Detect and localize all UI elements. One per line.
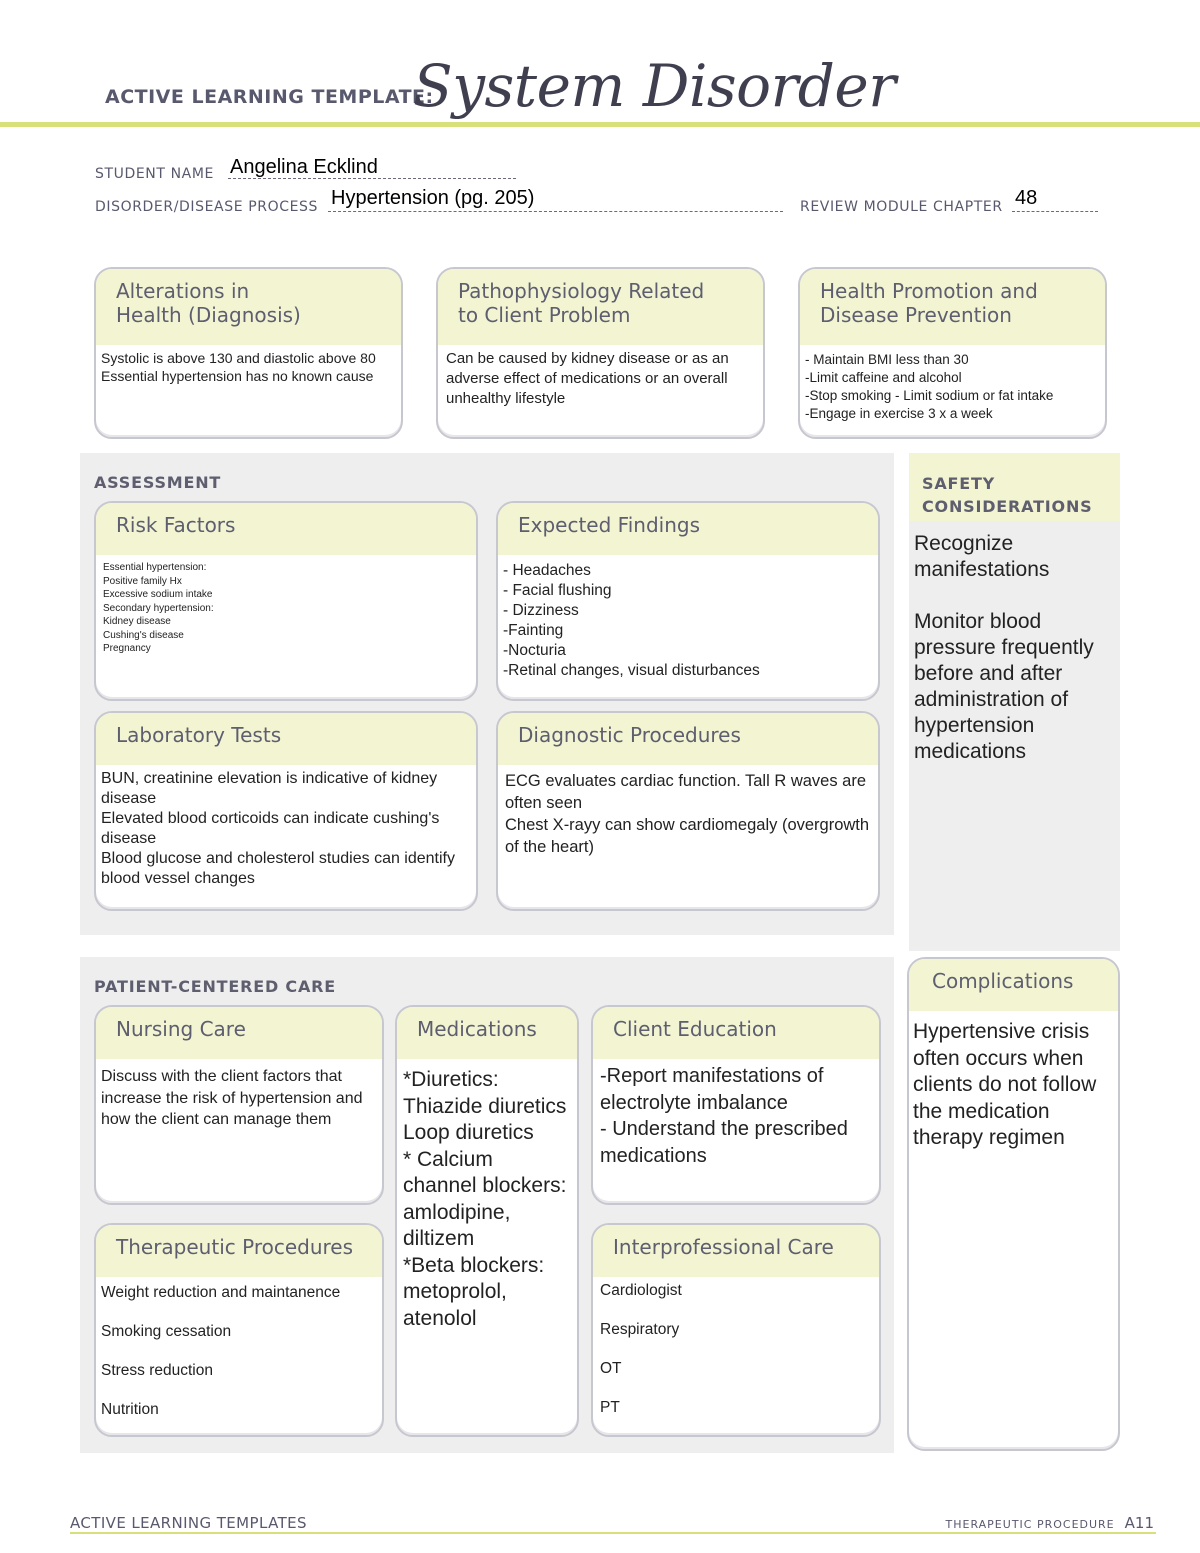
safety-body[interactable]: Recognize manifestations Monitor blood pressure frequently before and after administration of hypertension medications [914,532,1094,763]
laboratory-tests-title: Laboratory Tests [96,713,476,765]
footer-left-label: ACTIVE LEARNING TEMPLATES [70,1514,307,1532]
health-promotion-body[interactable]: - Maintain BMI less than 30 -Limit caffeine and alcohol -Stop smoking - Limit sodium or fat intake -Engage in exercise 3 x a week [805,352,1054,421]
health-promotion-title: Health Promotion and Disease Prevention [800,269,1105,345]
diagnostic-procedures-body[interactable]: ECG evaluates cardiac function. Tall R waves are often seen Chest X-rayy can show cardiomegaly (overgrowth of the heart) [505,772,870,856]
nursing-care-body[interactable]: Discuss with the client factors that increase the risk of hypertension and how the client can manage them [101,1068,363,1128]
disorder-field[interactable]: Hypertension (pg. 205) [331,187,535,209]
interprofessional-care-box [591,1223,881,1437]
laboratory-tests-body[interactable]: BUN, creatinine elevation is indicative of kidney disease Elevated blood corticoids can indicate cushing's disease Blood glucose and cholesterol studies can identify blood vessel changes [101,770,455,887]
medications-body[interactable]: *Diuretics: Thiazide diuretics Loop diuretics * Calcium channel blockers: amlodipine, diltizem *Beta blockers: metoprolol, atenolol [403,1068,567,1330]
student-name-label: STUDENT NAME [95,166,214,182]
risk-factors-box [94,501,478,701]
chapter-field[interactable]: 48 [1015,187,1038,209]
nursing-care-title: Nursing Care [96,1007,382,1059]
student-name-underline [228,178,516,179]
medications-box [395,1005,579,1437]
assessment-panel [80,453,894,935]
therapeutic-procedures-title: Therapeutic Procedures [96,1225,382,1277]
interprofessional-care-title: Interprofessional Care [593,1225,879,1277]
student-name-field[interactable]: Angelina Ecklind [230,156,378,178]
footer-right-label: THERAPEUTIC PROCEDURE [945,1518,1115,1531]
expected-findings-box [496,501,880,701]
therapeutic-procedures-body[interactable]: Weight reduction and maintanence Smoking cessation Stress reduction Nutrition [101,1284,341,1418]
template-label: ACTIVE LEARNING TEMPLATE: [105,86,434,108]
diagnostic-procedures-title: Diagnostic Procedures [498,713,878,765]
chapter-label: REVIEW MODULE CHAPTER [800,199,1003,215]
patient-centered-care-section-label: PATIENT-CENTERED CARE [94,977,336,996]
therapeutic-procedures-box [94,1223,384,1437]
client-education-box [591,1005,881,1205]
client-education-body[interactable]: -Report manifestations of electrolyte imbalance - Understand the prescribed medications [600,1065,848,1167]
header-divider [0,122,1200,127]
alterations-body[interactable]: Systolic is above 130 and diastolic above 80 Essential hypertension has no known cause [101,350,376,384]
alterations-title: Alterations in Health (Diagnosis) [96,269,401,345]
patient-centered-care-panel [80,957,894,1453]
interprofessional-care-body[interactable]: Cardiologist Respiratory OT PT [600,1282,682,1416]
health-promotion-box [798,267,1107,439]
complications-body[interactable]: Hypertensive crisis often occurs when clients do not follow the medication therapy regimen [913,1020,1097,1149]
risk-factors-body[interactable]: Essential hypertension: Positive family Hx Excessive sodium intake Secondary hypertension: Kidney disease Cushing's disease Pregnancy [103,562,214,654]
laboratory-tests-box [94,711,478,911]
footer-right [946,1514,1154,1532]
medications-title: Medications [397,1007,577,1059]
pathophysiology-title: Pathophysiology Related to Client Problem [438,269,763,345]
footer-page-number: A11 [1124,1514,1154,1532]
diagnostic-procedures-box [496,711,880,911]
disorder-label: DISORDER/DISEASE PROCESS [95,199,318,215]
pathophysiology-body[interactable]: Can be caused by kidney disease or as an adverse effect of medications or an overall unhealthy lifestyle [446,350,729,407]
expected-findings-body[interactable]: - Headaches - Facial flushing - Dizziness -Fainting -Nocturia -Retinal changes, visual disturbances [503,562,760,679]
complications-title: Complications [909,959,1118,1011]
client-education-title: Client Education [593,1007,879,1059]
safety-panel [909,453,1120,951]
disorder-underline [328,211,783,212]
chapter-underline [1012,211,1098,212]
footer-divider [70,1532,1156,1534]
alterations-box [94,267,403,439]
expected-findings-title: Expected Findings [498,503,878,555]
risk-factors-title: Risk Factors [96,503,476,555]
page-title: System Disorder [413,52,896,120]
complications-box [907,957,1120,1451]
nursing-care-box [94,1005,384,1205]
assessment-section-label: ASSESSMENT [94,473,222,492]
safety-section-label: SAFETY CONSIDERATIONS [922,474,1093,516]
pathophysiology-box [436,267,765,439]
